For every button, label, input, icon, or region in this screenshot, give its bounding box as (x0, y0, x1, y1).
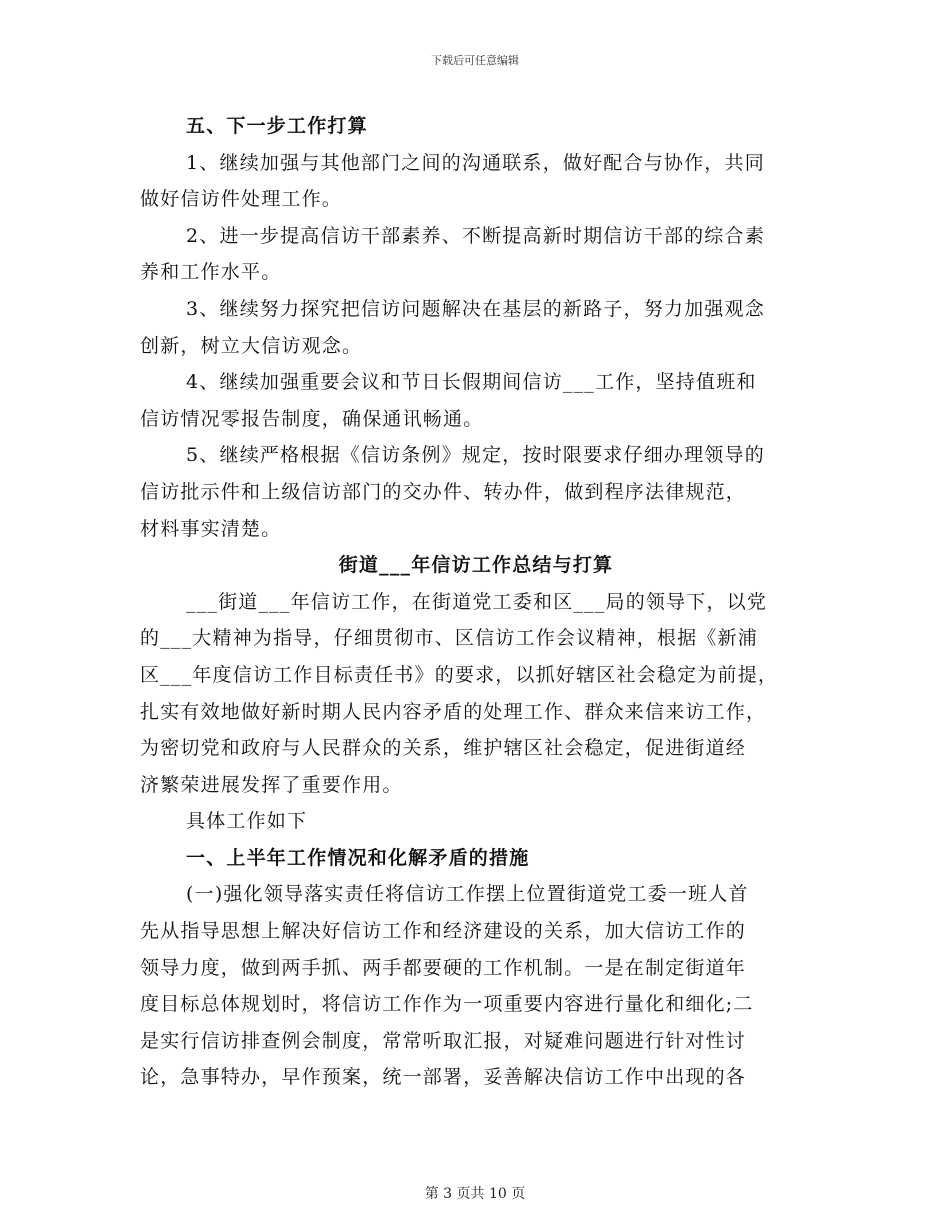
paragraph-line: 是实行信访排查例会制度，常常听取汇报，对疑难问题进行针对性讨 (140, 1029, 747, 1052)
paragraph-line: 领导力度，做到两手抓、两手都要硬的工作机制。一是在制定街道年 (140, 956, 747, 979)
paragraph-line: 度目标总体规划时，将信访工作作为一项重要内容进行量化和细化;二 (140, 993, 754, 1016)
paragraph-line: ___街道___年信访工作，在街道党工委和区___局的领导下，以党 (186, 590, 768, 613)
section-heading: 一、上半年工作情况和化解矛盾的措施 (186, 846, 530, 869)
paragraph-line: 为密切党和政府与人民群众的关系，维护辖区社会稳定，促进街道经 (140, 737, 747, 760)
document-title: 街道___年信访工作总结与打算 (338, 554, 614, 577)
paragraph-line: 养和工作水平。 (140, 261, 282, 284)
paragraph-line: 论，急事特办，早作预案，统一部署，妥善解决信访工作中出现的各 (140, 1066, 747, 1089)
paragraph-line: 先从指导思想上解决好信访工作和经济建设的关系，加大信访工作的 (140, 920, 747, 943)
page-number: 第 3 页共 10 页 (424, 1186, 526, 1202)
paragraph-line: 4、继续加强重要会议和节日长假期间信访___工作，坚持值班和 (186, 371, 757, 394)
paragraph-line: 2、进一步提高信访干部素养、不断提高新时期信访干部的综合素 (186, 224, 765, 247)
paragraph-line: 具体工作如下 (186, 810, 308, 833)
paragraph-line: 做好信访件处理工作。 (140, 188, 343, 211)
paragraph-line: 信访情况零报告制度，确保通讯畅通。 (140, 407, 484, 430)
paragraph-line: (一)强化领导落实责任将信访工作摆上位置街道党工委一班人首 (186, 883, 749, 906)
paragraph-line: 的___大精神为指导，仔细贯彻市、区信访工作会议精神，根据《新浦 (140, 627, 758, 650)
paragraph-line: 信访批示件和上级信访部门的交办件、转办件，做到程序法律规范， (140, 480, 747, 503)
section-heading: 五、下一步工作打算 (186, 115, 368, 137)
page-header-note: 下载后可任意编辑 (431, 54, 519, 67)
paragraph-line: 扎实有效地做好新时期人民内容矛盾的处理工作、群众来信来访工作， (140, 700, 767, 723)
paragraph-line: 1、继续加强与其他部门之间的沟通联系，做好配合与协作，共同 (186, 151, 765, 174)
paragraph-line: 3、继续努力探究把信访问题解决在基层的新路子，努力加强观念 (186, 297, 765, 320)
paragraph-line: 济繁荣进展发挥了重要作用。 (140, 773, 403, 796)
paragraph-line: 5、继续严格根据《信访条例》规定，按时限要求仔细办理领导的 (186, 444, 765, 467)
paragraph-line: 区___年度信访工作目标责任书》的要求，以抓好辖区社会稳定为前提， (140, 663, 779, 686)
paragraph-line: 材料事实清楚。 (140, 517, 282, 540)
document-body (140, 108, 812, 1096)
paragraph-line: 创新，树立大信访观念。 (140, 334, 363, 357)
